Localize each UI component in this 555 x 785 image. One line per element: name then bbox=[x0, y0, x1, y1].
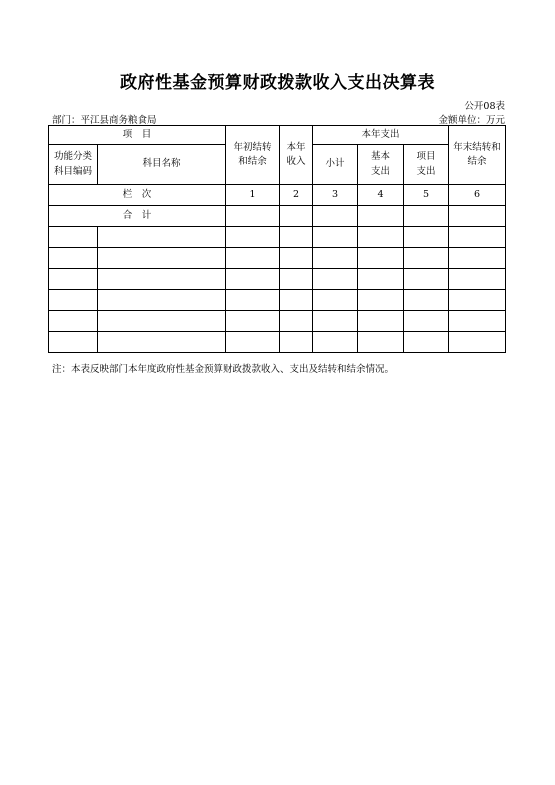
column-number-label: 栏 次 bbox=[49, 185, 226, 206]
column-number-6: 6 bbox=[449, 185, 506, 206]
total-row bbox=[49, 206, 506, 227]
table-row bbox=[49, 269, 506, 290]
fund-budget-table bbox=[48, 125, 506, 353]
header-func-code: 功能分类 科目编码 bbox=[49, 145, 98, 185]
table-row bbox=[49, 332, 506, 353]
amount-unit-label: 金额单位：万元 bbox=[438, 115, 505, 126]
form-number: 公开08表 bbox=[464, 101, 505, 112]
header-project-expense: 项目 支出 bbox=[404, 145, 449, 185]
column-number-row bbox=[49, 185, 506, 206]
table-footnote: 注：本表反映部门本年度政府性基金预算财政拨款收入、支出及结转和结余情况。 bbox=[52, 364, 395, 375]
column-number-4: 4 bbox=[358, 185, 404, 206]
report-title: 政府性基金预算财政拨款收入支出决算表 bbox=[120, 73, 435, 93]
department-label: 部门：平江县商务粮食局 bbox=[52, 115, 157, 126]
header-begin-balance: 年初结转 和结余 bbox=[226, 126, 280, 185]
table-row bbox=[49, 290, 506, 311]
table-row bbox=[49, 248, 506, 269]
header-expense: 本年支出 bbox=[313, 126, 449, 145]
column-number-5: 5 bbox=[404, 185, 449, 206]
header-end-balance: 年末结转和 结余 bbox=[449, 126, 506, 185]
header-item: 项 目 bbox=[49, 126, 226, 145]
table-row bbox=[49, 311, 506, 332]
column-number-1: 1 bbox=[226, 185, 280, 206]
total-label: 合 计 bbox=[49, 206, 226, 227]
table-row bbox=[49, 227, 506, 248]
header-subtotal: 小计 bbox=[313, 145, 358, 185]
column-number-2: 2 bbox=[280, 185, 313, 206]
header-row-1 bbox=[49, 126, 506, 145]
column-number-3: 3 bbox=[313, 185, 358, 206]
header-income: 本年 收入 bbox=[280, 126, 313, 185]
header-basic-expense: 基本 支出 bbox=[358, 145, 404, 185]
header-subject-name: 科目名称 bbox=[98, 145, 226, 185]
